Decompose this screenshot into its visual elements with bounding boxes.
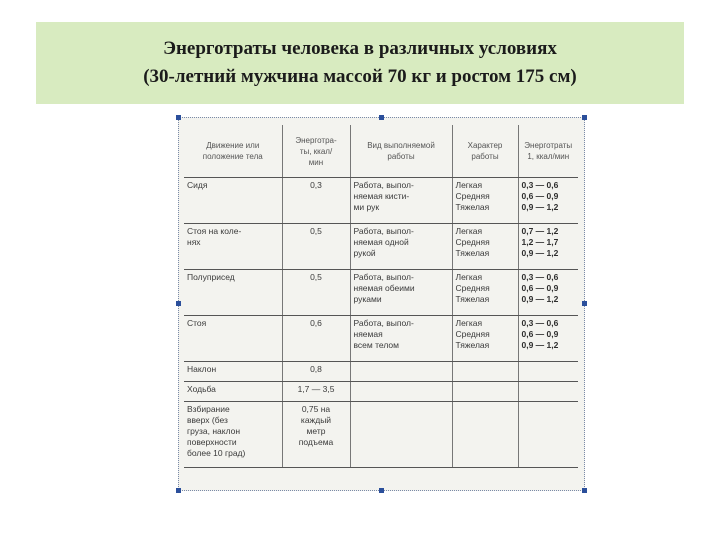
column-header-line: мин bbox=[308, 157, 324, 167]
kcal-cell-line: 0,9 — 1,2 bbox=[521, 202, 559, 212]
resize-handle-top-right[interactable] bbox=[582, 115, 587, 120]
work-type-cell-line: няемая кисти- bbox=[353, 191, 410, 201]
work-type-cell-line: Работа, выпол- bbox=[353, 180, 414, 190]
posture-cell-line: вверх (без bbox=[187, 415, 228, 425]
kcal-cell-line: 0,9 — 1,2 bbox=[521, 294, 559, 304]
column-header-line: ты, ккал/ bbox=[299, 146, 333, 156]
energy-cell-line: 0,5 bbox=[310, 226, 322, 236]
posture-cell-line: более 10 град) bbox=[187, 448, 246, 458]
posture-cell-line: Ходьба bbox=[187, 384, 216, 394]
work-nature-cell-line: Тяжелая bbox=[455, 202, 490, 212]
resize-handle-top-left[interactable] bbox=[176, 115, 181, 120]
table-image[interactable] bbox=[178, 117, 585, 491]
energy-cell-line: 0,8 bbox=[310, 364, 322, 374]
work-type-cell-line: рукой bbox=[353, 248, 376, 258]
energy-cell-line: 1,7 — 3,5 bbox=[297, 384, 335, 394]
work-nature-cell-line: Тяжелая bbox=[455, 248, 490, 258]
column-header-line: Характер bbox=[467, 141, 503, 150]
work-type-cell-line: Работа, выпол- bbox=[353, 226, 414, 236]
work-type-cell-line: ми рук bbox=[353, 202, 380, 212]
posture-cell-line: нях bbox=[187, 237, 201, 247]
work-nature-cell-line: Средняя bbox=[455, 329, 490, 339]
energy-cell-line: 0,6 bbox=[310, 318, 322, 328]
work-nature-cell-line: Легкая bbox=[455, 180, 483, 190]
resize-handle-bottom-left[interactable] bbox=[176, 488, 181, 493]
kcal-cell-line: 0,6 — 0,9 bbox=[521, 191, 559, 201]
posture-cell-line: Стоя bbox=[187, 318, 207, 328]
resize-handle-bottom-middle[interactable] bbox=[379, 488, 384, 493]
energy-cell-line: метр bbox=[306, 426, 326, 436]
energy-cell-line: подъема bbox=[298, 437, 334, 447]
work-type-cell-line: Работа, выпол- bbox=[353, 318, 414, 328]
kcal-cell-line: 0,7 — 1,2 bbox=[521, 226, 559, 236]
posture-cell-line: Сидя bbox=[187, 180, 208, 190]
column-header-line: 1, ккал/мин bbox=[527, 152, 570, 161]
posture-cell-line: груза, наклон bbox=[187, 426, 241, 436]
column-header-line: Энерготраты bbox=[524, 141, 573, 150]
posture-cell-line: Стоя на коле- bbox=[187, 226, 242, 236]
work-nature-cell-line: Средняя bbox=[455, 283, 490, 293]
work-nature-cell-line: Легкая bbox=[455, 226, 483, 236]
title-banner bbox=[36, 22, 684, 104]
column-header-line: работы bbox=[387, 152, 415, 161]
column-header-line: Вид выполняемой bbox=[367, 141, 435, 150]
work-nature-cell-line: Средняя bbox=[455, 237, 490, 247]
work-type-cell-line: няемая обеими bbox=[353, 283, 415, 293]
work-type-cell-line: руками bbox=[353, 294, 382, 304]
selection-frame bbox=[178, 117, 585, 491]
work-nature-cell-line: Тяжелая bbox=[455, 340, 490, 350]
kcal-cell-line: 0,6 — 0,9 bbox=[521, 283, 559, 293]
posture-cell-line: поверхности bbox=[187, 437, 237, 447]
column-header-line: Энерготра- bbox=[295, 135, 337, 145]
work-type-cell-line: всем телом bbox=[353, 340, 399, 350]
posture-cell-line: Взбирание bbox=[187, 404, 230, 414]
kcal-cell-line: 0,9 — 1,2 bbox=[521, 248, 559, 258]
kcal-cell-line: 0,3 — 0,6 bbox=[521, 318, 559, 328]
resize-handle-middle-left[interactable] bbox=[176, 301, 181, 306]
resize-handle-bottom-right[interactable] bbox=[582, 488, 587, 493]
posture-cell-line: Полуприсед bbox=[187, 272, 235, 282]
energy-cell-line: 0,3 bbox=[310, 180, 322, 190]
work-type-cell-line: няемая bbox=[353, 329, 383, 339]
kcal-cell-line: 0,9 — 1,2 bbox=[521, 340, 559, 350]
work-type-cell-line: няемая одной bbox=[353, 237, 409, 247]
kcal-cell-line: 0,3 — 0,6 bbox=[521, 272, 559, 282]
energy-cell-line: 0,5 bbox=[310, 272, 322, 282]
work-nature-cell-line: Средняя bbox=[455, 191, 490, 201]
column-header-line: положение тела bbox=[202, 152, 263, 161]
work-nature-cell-line: Легкая bbox=[455, 318, 483, 328]
kcal-cell-line: 0,3 — 0,6 bbox=[521, 180, 559, 190]
resize-handle-top-middle[interactable] bbox=[379, 115, 384, 120]
kcal-cell-line: 0,6 — 0,9 bbox=[521, 329, 559, 339]
energy-cell-line: каждый bbox=[300, 415, 332, 425]
column-header-line: работы bbox=[471, 152, 499, 161]
title-line-2: (30-летний мужчина массой 70 кг и ростом 175 см) bbox=[143, 66, 577, 87]
kcal-cell-line: 1,2 — 1,7 bbox=[521, 237, 559, 247]
energy-cell-line: 0,75 на bbox=[301, 404, 331, 414]
work-nature-cell-line: Легкая bbox=[455, 272, 483, 282]
work-nature-cell-line: Тяжелая bbox=[455, 294, 490, 304]
posture-cell-line: Наклон bbox=[187, 364, 217, 374]
column-header-line: Движение или bbox=[206, 141, 260, 150]
resize-handle-middle-right[interactable] bbox=[582, 301, 587, 306]
title-line-1: Энерготраты человека в различных условиях bbox=[163, 38, 557, 59]
work-type-cell-line: Работа, выпол- bbox=[353, 272, 414, 282]
